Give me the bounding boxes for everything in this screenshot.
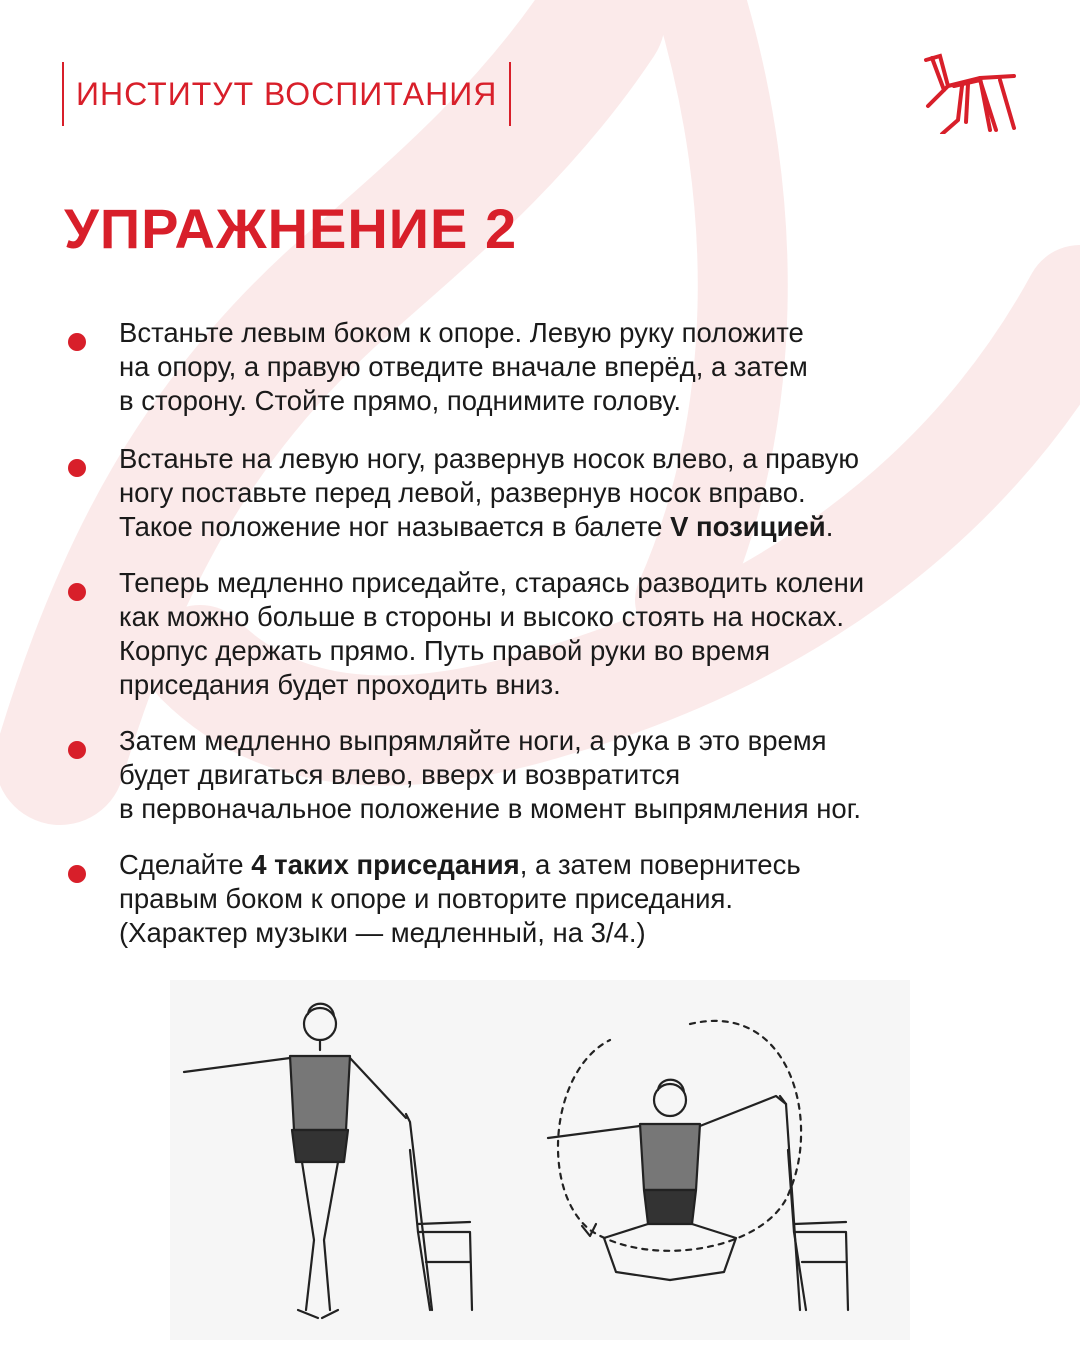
instruction-text — [119, 316, 1079, 418]
emphasis-text: 4 таких приседания — [251, 849, 520, 880]
bullet-dot-icon — [68, 583, 86, 601]
bullet-dot-icon — [68, 741, 86, 759]
instruction-line — [119, 350, 1079, 384]
bullet-dot-icon — [68, 459, 86, 477]
text-segment: (Характер музыки — медленный, на 3/4.) — [119, 917, 646, 948]
list-item — [64, 724, 1079, 826]
instruction-line — [119, 792, 1079, 826]
text-segment: Затем медленно выпрямляйте ноги, а рука в это время — [119, 725, 827, 756]
text-segment: Теперь медленно приседайте, стараясь разводить колени — [119, 567, 865, 598]
list-item — [64, 442, 1079, 544]
instruction-line — [119, 510, 1079, 544]
instruction-line — [119, 634, 1079, 668]
list-item — [64, 848, 1079, 950]
brand-tag — [62, 62, 511, 126]
page-title: УПРАЖНЕНИЕ 2 — [64, 197, 518, 260]
instruction-line — [119, 566, 1079, 600]
list-item — [64, 316, 1079, 418]
text-segment: Сделайте — [119, 849, 252, 880]
text-segment: в сторону. Стойте прямо, поднимите голову. — [119, 385, 681, 416]
text-segment: на опору, а правую отведите вначале вперёд, а затем — [119, 351, 808, 382]
text-segment: Корпус держать прямо. Путь правой руки во время — [119, 635, 771, 666]
text-segment: Встаньте левым боком к опоре. Левую руку положите — [119, 317, 804, 348]
brand-name: ИНСТИТУТ ВОСПИТАНИЯ — [76, 75, 498, 112]
squatting-dancer-figure — [548, 1021, 801, 1280]
instruction-line — [119, 668, 1079, 702]
instruction-text — [119, 848, 1079, 950]
instruction-line — [119, 916, 1079, 950]
instruction-line — [119, 384, 1079, 418]
emphasis-text: V позицией — [670, 511, 826, 542]
chair-right-figure — [780, 1096, 848, 1310]
chair-logo-icon — [918, 50, 1018, 134]
text-segment: ногу поставьте перед левой, развернув носок вправо. — [119, 477, 806, 508]
instruction-line — [119, 848, 1079, 882]
instruction-line — [119, 882, 1079, 916]
instruction-line — [119, 476, 1079, 510]
bullet-dot-icon — [68, 865, 86, 883]
text-segment: Такое положение ног называется в балете — [119, 511, 671, 542]
instruction-line — [119, 724, 1079, 758]
text-segment: . — [825, 511, 834, 542]
instruction-text — [119, 724, 1079, 826]
exercise-illustration — [170, 980, 910, 1340]
chair-left-figure — [406, 1114, 472, 1310]
list-item — [64, 566, 1079, 702]
text-segment: в первоначальное положение в момент выпрямления ног. — [119, 793, 862, 824]
text-segment: Встаньте на левую ногу, развернув носок влево, а правую — [119, 443, 859, 474]
text-segment: как можно больше в стороны и высоко стоять на носках. — [119, 601, 845, 632]
instruction-line — [119, 600, 1079, 634]
instruction-line — [119, 442, 1079, 476]
instruction-text — [119, 442, 1079, 544]
instruction-line — [119, 758, 1079, 792]
bullet-dot-icon — [68, 333, 86, 351]
instruction-text — [119, 566, 1079, 702]
standing-dancer-figure — [184, 1004, 406, 1318]
text-segment: будет двигаться влево, вверх и возвратится — [119, 759, 681, 790]
text-segment: , а затем повернитесь — [519, 849, 801, 880]
text-segment: приседания будет проходить вниз. — [119, 669, 561, 700]
text-segment: правым боком к опоре и повторите приседания. — [119, 883, 734, 914]
instruction-line — [119, 316, 1079, 350]
